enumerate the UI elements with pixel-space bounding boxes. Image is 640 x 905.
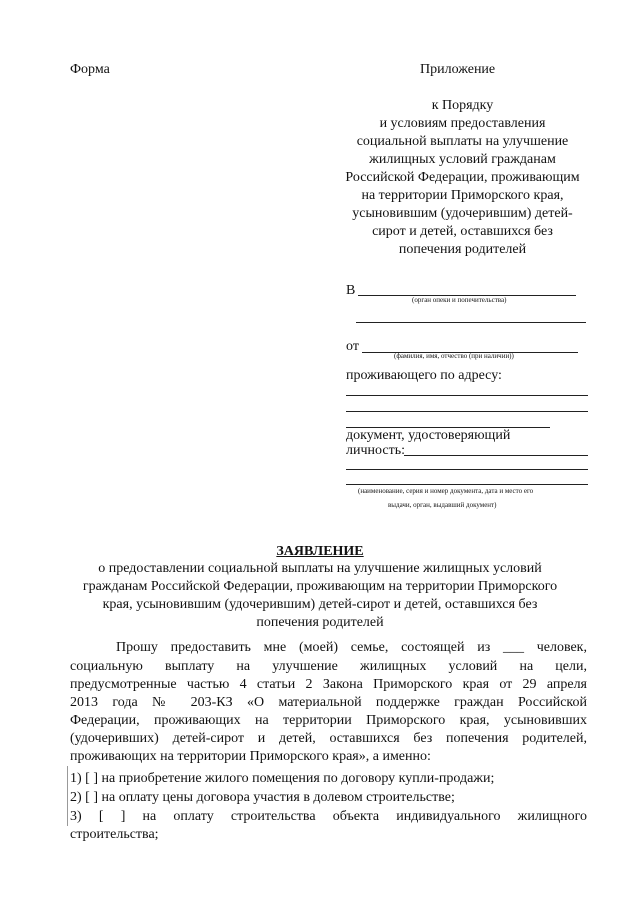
appendix-line: Российской Федерации, проживающим <box>345 170 580 185</box>
address-line-1[interactable] <box>346 395 588 396</box>
to-caption: (орган опеки и попечительства) <box>412 296 507 304</box>
from-caption: (фамилия, имя, отчество (при наличии)) <box>394 352 514 360</box>
to-field-line-2[interactable] <box>356 322 586 323</box>
document-caption: (наименование, серия и номер документа, дата и место его <box>358 487 534 495</box>
body-line: Прошу предоставить мне (моей) семье, состоящей из ___ человек, <box>116 640 587 655</box>
body-line: (удочеривших) детей-сирот и детей, оставшихся без попечения родителей, <box>70 731 587 746</box>
appendix-line: сирот и детей, оставшихся без <box>372 224 553 239</box>
appendix-line: на территории Приморского края, <box>361 188 564 203</box>
document-caption-2: выдачи, орган, выдавший документ) <box>388 501 497 509</box>
document-line-2[interactable] <box>346 469 588 470</box>
body-line: социальную выплату на улучшение жилищных условий на цели, <box>70 659 587 674</box>
document-field-line[interactable] <box>404 455 588 456</box>
option-individual-construction[interactable]: 3) [ ] на оплату строительства объекта индивидуального жилищного <box>70 809 587 824</box>
appendix-line: попечения родителей <box>398 242 527 257</box>
statement-title: ЗАЯВЛЕНИЕ <box>276 544 364 559</box>
document-label: документ, удостоверяющий <box>346 428 511 443</box>
option-purchase[interactable]: 1) [ ] на приобретение жилого помещения по договору купли-продажи; <box>70 771 495 786</box>
document-label-2: личность: <box>346 443 405 458</box>
appendix-line: жилищных условий гражданам <box>369 152 556 167</box>
to-prefix: В <box>346 283 356 298</box>
subtitle-line: попечения родителей <box>256 615 384 630</box>
statement-subtitle <box>30 560 610 632</box>
address-label: проживающего по адресу: <box>346 368 502 383</box>
from-prefix: от <box>346 339 359 354</box>
appendix-block <box>330 97 595 259</box>
body-line: проживающих на территории Приморского края», а именно: <box>70 749 431 764</box>
subtitle-line: о предоставлении социальной выплаты на улучшение жилищных условий <box>98 561 542 576</box>
body-line: Федерации, проживающих на территории Приморского края, усыновивших <box>70 713 587 728</box>
option-shared-construction[interactable]: 2) [ ] на оплату цены договора участия в долевом строительстве; <box>70 790 455 805</box>
subtitle-line: края, усыновившим (удочерившим) детей-сирот и детей, оставшихся без <box>102 597 538 612</box>
appendix-title: Приложение <box>420 62 496 77</box>
margin-rule <box>67 766 68 826</box>
appendix-line: к Порядку <box>431 98 494 113</box>
body-line: 2013 года № 203-КЗ «О материальной поддержке граждан Российской <box>70 695 587 710</box>
form-label: Форма <box>70 62 110 77</box>
appendix-line: социальной выплаты на улучшение <box>356 134 569 149</box>
body-line: предусмотренные частью 4 статьи 2 Закона Приморского края от 29 апреля <box>70 677 587 692</box>
subtitle-line: гражданам Российской Федерации, проживающим на территории Приморского <box>82 579 558 594</box>
appendix-line: и условиям предоставления <box>379 116 546 131</box>
appendix-line: усыновившим (удочерившим) детей- <box>352 206 573 221</box>
option-individual-construction-end: строительства; <box>70 827 159 842</box>
document-line-3[interactable] <box>346 484 588 485</box>
address-line-2[interactable] <box>346 411 588 412</box>
